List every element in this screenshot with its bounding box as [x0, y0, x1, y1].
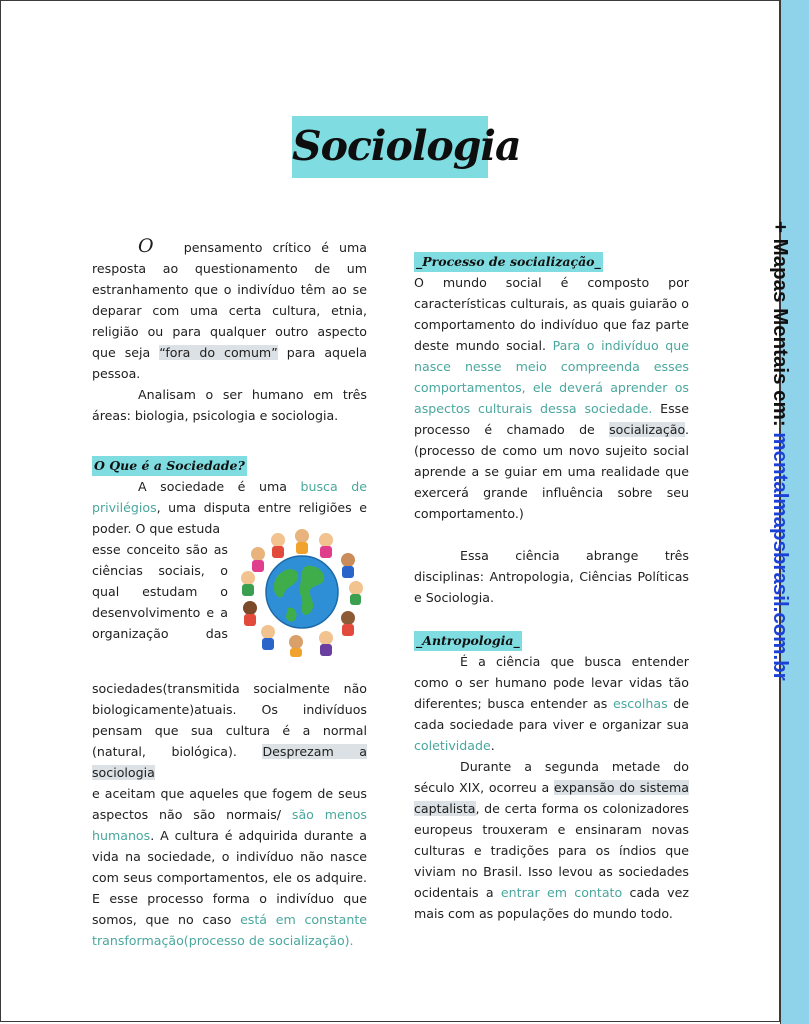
globe-svg: [238, 526, 366, 658]
soc-line-1: A sociedade é uma busca de: [138, 479, 367, 494]
durante-line-1: Durante a segunda metade do: [460, 759, 689, 774]
highlight-socializacao: socialização: [609, 422, 685, 437]
after-line-1: sociedades(transmitida socialmente não: [92, 681, 367, 696]
wrap-line-1: poder. O que estuda: [92, 521, 221, 536]
heading-processo: _Processo de socialização_: [414, 252, 603, 272]
wrap-line-4: qual estudam o: [92, 584, 228, 599]
wrap-line-2: esse conceito são as: [92, 542, 228, 557]
after-line-2: biologicamente)atuais. Os indivíduos: [92, 702, 367, 717]
proc-line-9: (processo de como um novo sujeito social: [414, 443, 689, 458]
after-line-3: pensam que sua cultura é a normal: [92, 723, 367, 738]
intro-line-2: resposta ao questionamento de um: [92, 261, 367, 276]
intro-line-6: que seja “fora do comum” para aquela: [92, 345, 367, 360]
durante-line-2: século XIX, ocorreu a expansão do sistema: [414, 780, 690, 795]
page-title: Sociologia: [292, 122, 521, 170]
antro-line-4: cada sociedade para viver e organizar sua: [414, 717, 689, 732]
intro-line-4: deparar com uma certa cultura, etnia,: [92, 303, 367, 318]
proc-line-4: deste mundo social. Para o indivíduo que: [414, 338, 689, 353]
proc-line-7: aspectos culturais dessa sociedade. Esse: [414, 401, 689, 416]
highlight-desprezam: Desprezam a sociologia: [92, 744, 367, 780]
durante-line-7: ocidentais a entrar em contato cada vez: [414, 885, 689, 900]
proc-line-3: comportamento do indivíduo que faz parte: [414, 317, 689, 332]
after-line-12: transformação(processo de socialização).: [92, 933, 354, 948]
ciencia-line-1: Essa ciência abrange três: [460, 548, 689, 563]
after-line-5: e aceitam que aqueles que fogem de seus: [92, 786, 367, 801]
globe-icon: [266, 556, 338, 628]
highlight-fora-do-comum: “fora do comum”: [159, 345, 278, 360]
globe-children-illustration: [238, 526, 366, 658]
durante-line-6: viviam no Brasil. Isso levou as sociedades: [414, 864, 689, 879]
analisam-line-2: áreas: biologia, psicologia e sociologia.: [92, 408, 339, 423]
after-line-8: vida na sociedade, o indivíduo não nasce: [92, 849, 367, 864]
side-banner-prefix: + Mapas Mentais em:: [769, 221, 792, 433]
antro-line-5: coletividade.: [414, 738, 495, 753]
title-box: [292, 116, 521, 178]
proc-line-12: comportamento.): [414, 506, 524, 521]
after-line-9: com seus comportamentos, ele os adquire.: [92, 870, 367, 885]
after-line-7: humanos. A cultura é adquirida durante a: [92, 828, 367, 843]
wrap-line-3: ciências sociais, o: [92, 563, 228, 578]
intro-dropcap: O: [138, 235, 154, 257]
durante-line-4: europeus trouxeram e ensinaram novas: [414, 822, 689, 837]
wrap-line-5: desenvolvimento e a: [92, 605, 228, 620]
proc-line-6: comportamentos, ele deverá aprender os: [414, 380, 689, 395]
durante-line-8: mais com as populações do mundo todo.: [414, 906, 673, 921]
durante-line-3: captalista, de certa forma os colonizadores: [414, 801, 689, 816]
heading-sociedade: O Que é a Sociedade?: [92, 456, 247, 476]
heading-antropologia: _Antropologia_: [414, 631, 522, 651]
proc-line-2: características culturais, as quais guiarão o: [414, 296, 689, 311]
right-column: [414, 251, 689, 924]
ciencia-line-3: e Sociologia.: [414, 590, 494, 605]
antro-line-2: como o ser humano pode levar vidas tão: [414, 675, 689, 690]
antro-line-1: É a ciência que busca entender: [460, 654, 689, 669]
intro-line-3: estranhamento que o indivíduo têm ao se: [92, 282, 367, 297]
after-line-4: (natural, biológica). Desprezam a sociologia: [92, 744, 367, 780]
analisam-line-1: Analisam o ser humano em três: [138, 387, 367, 402]
intro-line-1: O pensamento crítico é uma: [138, 235, 367, 257]
wrap-line-6: organização das: [92, 626, 228, 641]
proc-line-1: O mundo social é composto por: [414, 275, 689, 290]
proc-line-11: exercerá grande influência sobre seu: [414, 485, 689, 500]
proc-line-5: nasce nesse meio compreenda esses: [414, 359, 689, 374]
durante-line-5: culturas e tradições para os índios que: [414, 843, 689, 858]
side-banner-url[interactable]: mentalmapsbrasil.com.br: [769, 432, 792, 681]
antro-line-3: diferentes; busca entender as escolhas de: [414, 696, 689, 711]
after-line-10: E esse processo forma o indivíduo que: [92, 891, 367, 906]
wrap-text-block: [92, 518, 228, 644]
ciencia-line-2: disciplinas: Antropologia, Ciências Políticas: [414, 569, 689, 584]
highlight-expansao: expansão do sistema: [553, 780, 690, 795]
intro-line-5: religião ou para qualquer outro aspecto: [92, 324, 367, 339]
after-line-11: somos, que no caso está em constante: [92, 912, 368, 927]
intro-line-7: pessoa.: [92, 366, 141, 381]
proc-line-10: aprende a se guiar em uma realidade que: [414, 464, 689, 479]
proc-line-8: processo é chamado de socialização.: [414, 422, 689, 437]
after-line-6: aspectos não são normais/ são menos: [92, 807, 367, 822]
soc-line-2: privilégios, uma disputa entre religiões e: [92, 500, 367, 515]
highlight-captalista: captalista: [414, 801, 476, 816]
